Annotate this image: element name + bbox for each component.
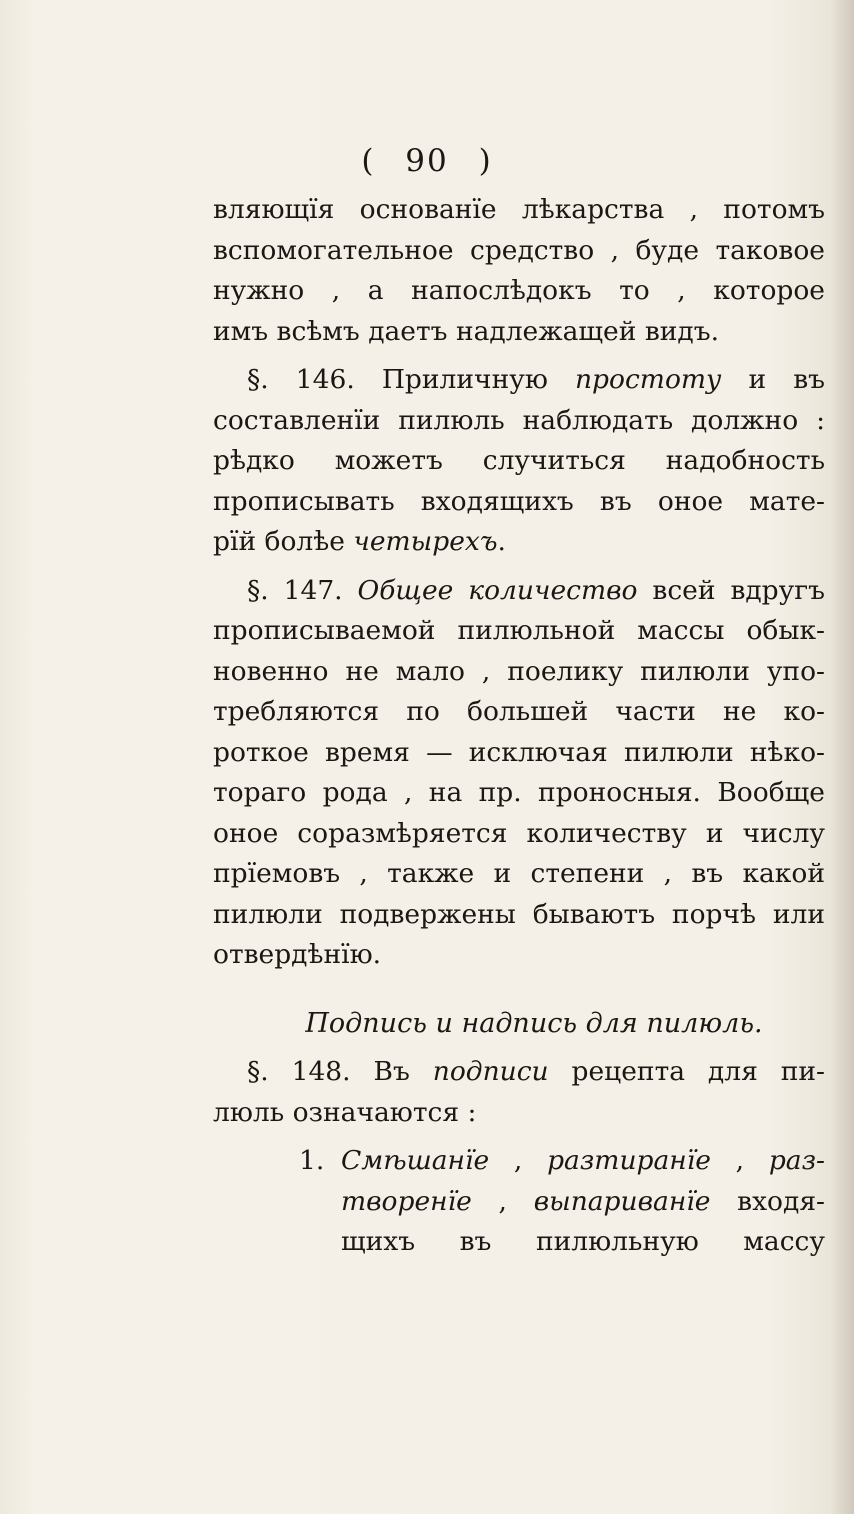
list-number: 1. <box>299 1145 325 1176</box>
text-line: творенїе , выпариванїе входя- <box>341 1185 825 1217</box>
text-line: §. 146. Приличную простоту и въ <box>247 364 825 395</box>
paragraph-147 <box>213 571 825 976</box>
text-line: рѣдко можетъ случиться надобность <box>213 445 825 476</box>
emphasis: раз- <box>768 1145 825 1176</box>
emphasis: Общее количество <box>357 574 638 606</box>
list-item <box>213 1141 825 1263</box>
paragraph-148 <box>213 1052 825 1133</box>
text-line: люль означаются : <box>213 1096 477 1128</box>
text-line: §. 148. Въ подписи рецепта для пи- <box>247 1056 825 1087</box>
text-line: роткое время — исключая пилюли нѣко- <box>213 736 825 768</box>
paragraph-146 <box>213 360 825 563</box>
text-line: тораго рода , на пр. проносныя. Вообще <box>213 777 825 808</box>
page-text <box>213 190 825 1263</box>
emphasis: простоту <box>574 364 722 395</box>
emphasis: четырехъ <box>353 526 498 557</box>
text-line: прїемовъ , также и степени , въ какой <box>213 858 825 889</box>
page-edge-shadow <box>830 0 854 1514</box>
text-line: рїй болѣе четырехъ. <box>213 526 506 557</box>
text-line: новенно не мало , поелику пилюли упо- <box>213 655 825 687</box>
text-line: отвердѣнїю. <box>213 939 382 970</box>
text-line: вляющїя основанїе лѣкарства , потомъ <box>213 194 825 225</box>
text-line: нужно , а напослѣдокъ то , которое <box>213 275 825 306</box>
text-line: щихъ въ пилюльную массу <box>341 1226 825 1257</box>
section-heading: Подпись и надпись для пилюль. <box>305 1007 763 1039</box>
text-line: прописывать входящихъ въ оное мате- <box>213 485 825 517</box>
text-line: составленїи пилюль наблюдать должно : <box>213 404 825 436</box>
page-number: ( 90 ) <box>361 143 493 179</box>
text-line: имъ всѣмъ даетъ надлежащей видъ. <box>213 315 719 347</box>
text-line: вспомогательное средство , буде таковое <box>213 234 825 266</box>
text-line: требляются по большей части не ко- <box>213 696 825 727</box>
text-line: §. 147. Общее количество всей вдругъ <box>247 574 825 606</box>
emphasis: Смѣшанїе <box>341 1145 490 1176</box>
text-line: оное соразмѣряется количеству и числу <box>213 817 825 849</box>
emphasis: выпариванїе <box>533 1185 711 1217</box>
emphasis: разтиранїе <box>547 1145 711 1176</box>
text-line: 1. Смѣшанїе , разтиранїе , раз- <box>213 1141 825 1182</box>
emphasis: творенїе <box>341 1185 472 1217</box>
text-line: пилюли подвержены бываютъ порчѣ или <box>213 898 825 930</box>
emphasis: подписи <box>432 1056 549 1087</box>
paragraph-continuation <box>213 190 825 352</box>
text-line: прописываемой пилюльной массы обык- <box>213 615 825 646</box>
